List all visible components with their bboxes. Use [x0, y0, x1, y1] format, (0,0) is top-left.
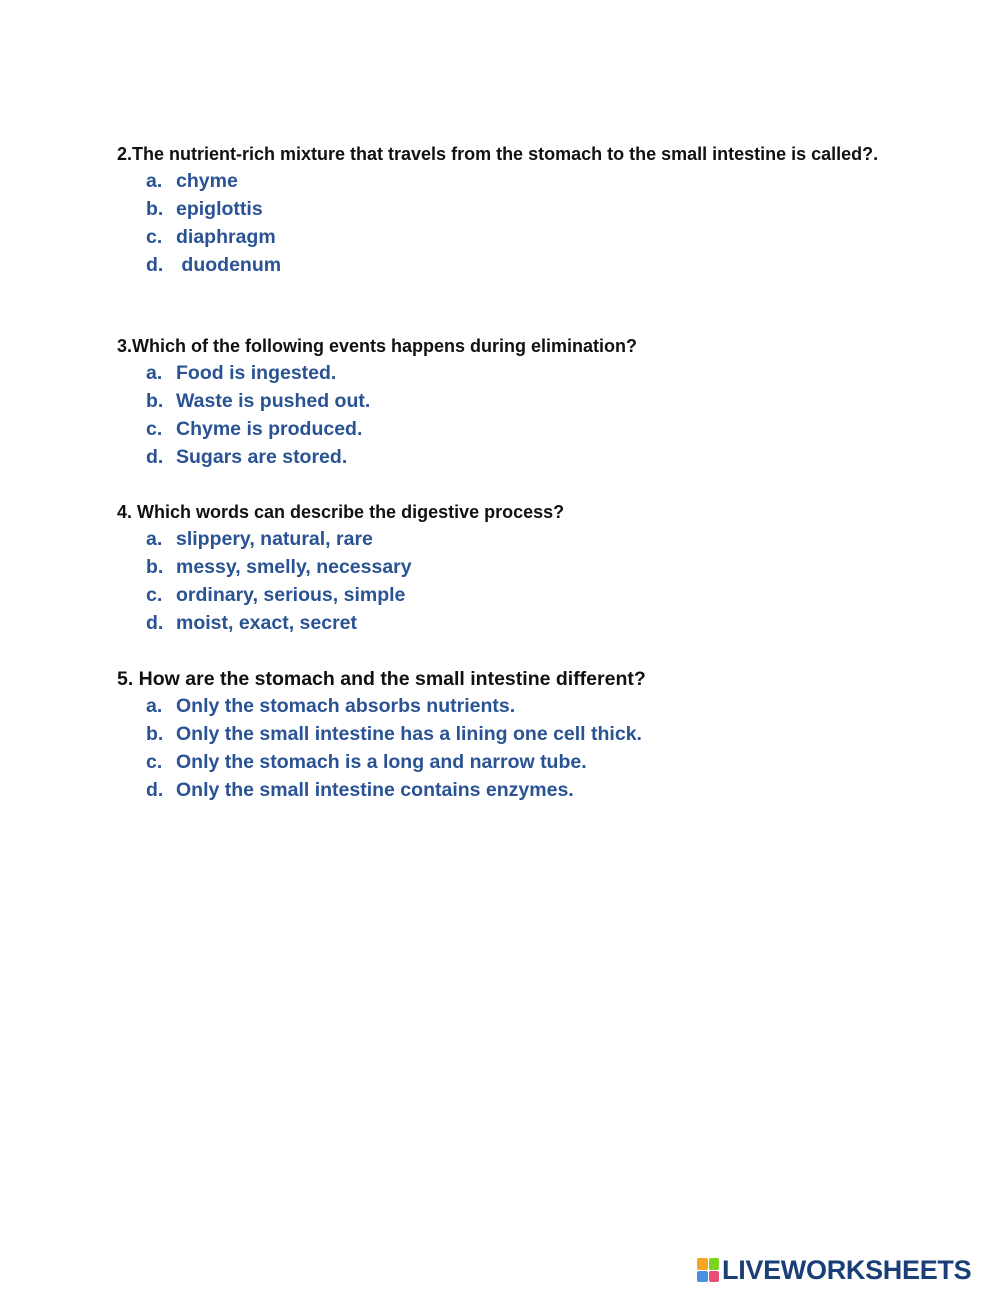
option-text: Only the stomach is a long and narrow tube. [176, 751, 587, 773]
option-text: Only the small intestine contains enzymes. [176, 779, 574, 801]
option-text: chyme [176, 170, 238, 192]
option-letter: a. [146, 695, 163, 717]
question-text: 2.The nutrient-rich mixture that travels from the stomach to the small intestine is called?. [117, 144, 879, 164]
option-text: Only the small intestine has a lining one cell thick. [176, 723, 642, 745]
option-text: Sugars are stored. [176, 446, 348, 468]
answer-option-a[interactable] [117, 525, 887, 553]
answer-option-c[interactable] [117, 581, 887, 609]
option-letter: d. [146, 612, 164, 634]
option-letter: c. [146, 751, 163, 773]
option-letter: d. [146, 254, 164, 276]
question-text: 4. Which words can describe the digestive process? [117, 502, 565, 522]
answer-option-c[interactable] [117, 748, 887, 776]
option-text: diaphragm [176, 226, 276, 248]
answer-option-d[interactable] [117, 609, 887, 637]
option-letter: d. [146, 779, 164, 801]
answer-option-a[interactable] [117, 359, 887, 387]
question-text: 5. How are the stomach and the small intestine different? [117, 668, 646, 690]
option-letter: a. [146, 528, 163, 550]
option-text: Waste is pushed out. [176, 390, 371, 412]
answer-option-c[interactable] [117, 415, 887, 443]
option-letter: b. [146, 556, 164, 578]
option-text: Only the stomach absorbs nutrients. [176, 695, 516, 717]
answer-option-d[interactable] [117, 443, 887, 471]
liveworksheets-logo [697, 1255, 971, 1285]
option-letter: b. [146, 390, 164, 412]
option-text: moist, exact, secret [176, 612, 358, 634]
answer-option-d[interactable] [117, 251, 887, 279]
answer-options [117, 525, 887, 637]
option-letter: b. [146, 198, 164, 220]
answer-options [117, 167, 887, 279]
answer-option-c[interactable] [117, 223, 887, 251]
answer-option-d[interactable] [117, 776, 887, 804]
option-text: messy, smelly, necessary [176, 556, 412, 578]
logo-text: LIVEWORKSHEETS [722, 1255, 972, 1285]
question-3 [117, 333, 887, 471]
question-4 [117, 499, 887, 637]
option-text: Food is ingested. [176, 362, 337, 384]
answer-option-b[interactable] [117, 387, 887, 415]
option-letter: a. [146, 170, 163, 192]
logo-blocks-icon [697, 1258, 719, 1282]
option-text: ordinary, serious, simple [176, 584, 406, 606]
logo-block [697, 1258, 708, 1270]
question-5 [117, 666, 887, 804]
answer-option-b[interactable] [117, 195, 887, 223]
option-letter: b. [146, 723, 164, 745]
option-text: duodenum [176, 254, 282, 276]
logo-block [697, 1271, 708, 1283]
logo-block [709, 1258, 720, 1270]
answer-option-a[interactable] [117, 167, 887, 195]
answer-option-b[interactable] [117, 553, 887, 581]
option-text: slippery, natural, rare [176, 528, 373, 550]
option-letter: a. [146, 362, 163, 384]
option-letter: c. [146, 418, 163, 440]
answer-option-a[interactable] [117, 692, 887, 720]
logo-block [709, 1271, 720, 1283]
answer-options [117, 359, 887, 471]
option-text: Chyme is produced. [176, 418, 363, 440]
question-text: 3.Which of the following events happens during elimination? [117, 336, 638, 356]
answer-option-b[interactable] [117, 720, 887, 748]
option-text: epiglottis [176, 198, 263, 220]
option-letter: c. [146, 584, 163, 606]
option-letter: d. [146, 446, 164, 468]
option-letter: c. [146, 226, 163, 248]
question-2 [117, 141, 887, 279]
answer-options [117, 692, 887, 804]
